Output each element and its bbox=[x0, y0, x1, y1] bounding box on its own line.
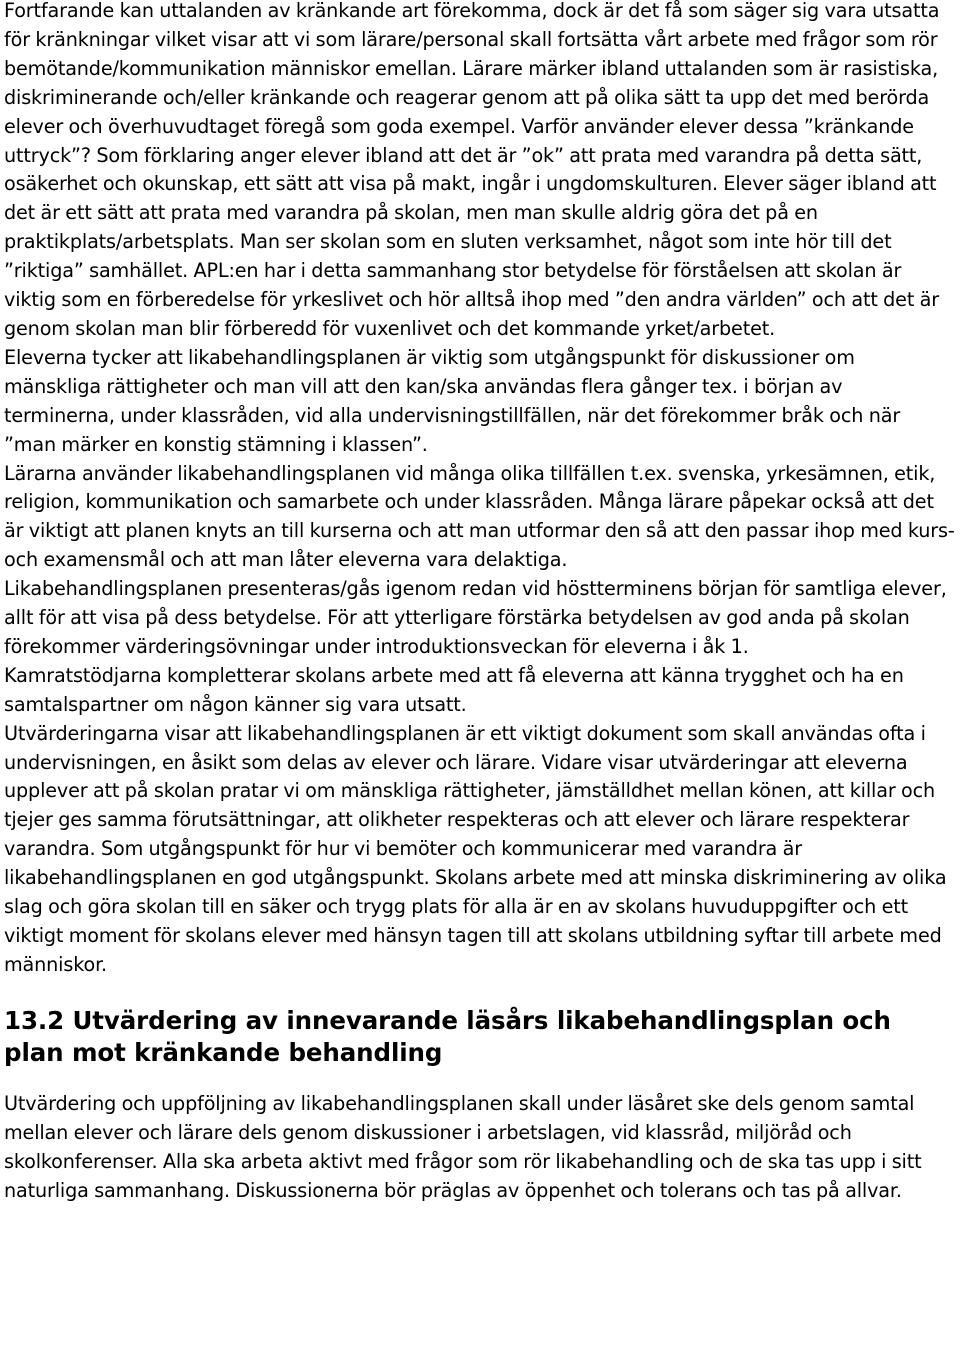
body-paragraph-4: Likabehandlingsplanen presenteras/gås igenom redan vid höstterminens början för samtliga elever, allt för att visa på dess betydelse. För att ytterligare förstärka betydelsen av god anda på skolan förekommer värderingsövningar under introduktionsveckan för eleverna i åk 1. bbox=[4, 577, 947, 658]
body-paragraph-1: Fortfarande kan uttalanden av kränkande art förekomma, dock är det få som säger sig vara utsatta för kränkningar vilket visar att vi som lärare/personal skall fortsätta vårt arbete med frågor som rör bemötande/kommunikation människor emellan. Lärare märker ibland uttalanden som är rasistiska, diskriminerande och/eller kränkande och reagerar genom att på olika sätt ta upp det med berörda elever och överhuvudtaget föregå som goda exempel. Varför använder elever dessa ”kränkande uttryck”? Som förklaring anger elever ibland att det är ”ok” att prata med varandra på detta sätt, osäkerhet och okunskap, ett sätt att visa på makt, ingår i ungdomskulturen. Elever säger ibland att det är ett sätt att prata med varandra på skolan, men man skulle aldrig göra det på en praktikplats/arbetsplats. Man ser skolan som en sluten verksamhet, något som inte hör till det ”riktiga” samhället. APL:en har i detta sammanhang stor betydelse för förståelsen att skolan är viktig som en förberedelse för yrkeslivet och hör alltså ihop med ”den andra världen” och att det är genom skolan man blir förberedd för vuxenlivet och det kommande yrket/arbetet. bbox=[4, 0, 940, 340]
body-paragraph-3: Lärarna använder likabehandlingsplanen vid många olika tillfällen t.ex. svenska, yrkesämnen, etik, religion, kommunikation och samarbete och under klassråden. Många lärare påpekar också att det är viktigt att planen knyts an till kurserna och att man utformar den så att den passar ihop med kurs- och examensmål och att man låter eleverna vara delaktiga. bbox=[4, 461, 955, 572]
section-heading: 13.2 Utvärdering av innevarande läsårs likabehandlingsplan och plan mot kränkande behandling bbox=[4, 1005, 891, 1067]
section-paragraph: Utvärdering och uppföljning av likabehandlingsplanen skall under läsåret ske dels genom samtal mellan elever och lärare dels genom diskussioner i arbetslagen, vid klassråd, miljöråd och skolkonferenser. Alla ska arbeta aktivt med frågor som rör likabehandling och de ska tas upp i sitt naturliga sammanhang. Diskussionerna bör präglas av öppenhet och tolerans och tas på allvar. bbox=[4, 1091, 922, 1202]
body-paragraph-5: Kamratstödjarna kompletterar skolans arbete med att få eleverna att känna trygghet och ha en samtalspartner om någon känner sig vara utsatt. bbox=[4, 663, 904, 716]
body-paragraph-6: Utvärderingarna visar att likabehandlingsplanen är ett viktigt dokument som skall användas ofta i undervisningen, en åsikt som delas av elever och lärare. Vidare visar utvärderingar att eleverna upplever att på skolan pratar vi om mänskliga rättigheter, jämställdhet mellan könen, att killar och tjejer ges samma förutsättningar, att olikheter respekteras och att elever och lärare respekterar varandra. Som utgångspunkt för hur vi bemöter och kommunicerar med varandra är likabehandlingsplanen en god utgångspunkt. Skolans arbete med att minska diskriminering av olika slag och göra skolan till en säker och trygg plats för alla är en av skolans huvuduppgifter och ett viktigt moment för skolans elever med hänsyn tagen till att skolans utbildning syftar till arbete med människor. bbox=[4, 721, 947, 976]
body-paragraph-2: Eleverna tycker att likabehandlingsplanen är viktig som utgångspunkt för diskussioner om mänskliga rättigheter och man vill att den kan/ska användas flera gånger tex. i början av terminerna, under klassråden, vid alla undervisningstillfällen, när det förekommer bråk och när ”man märker en konstig stämning i klassen”. bbox=[4, 345, 901, 456]
